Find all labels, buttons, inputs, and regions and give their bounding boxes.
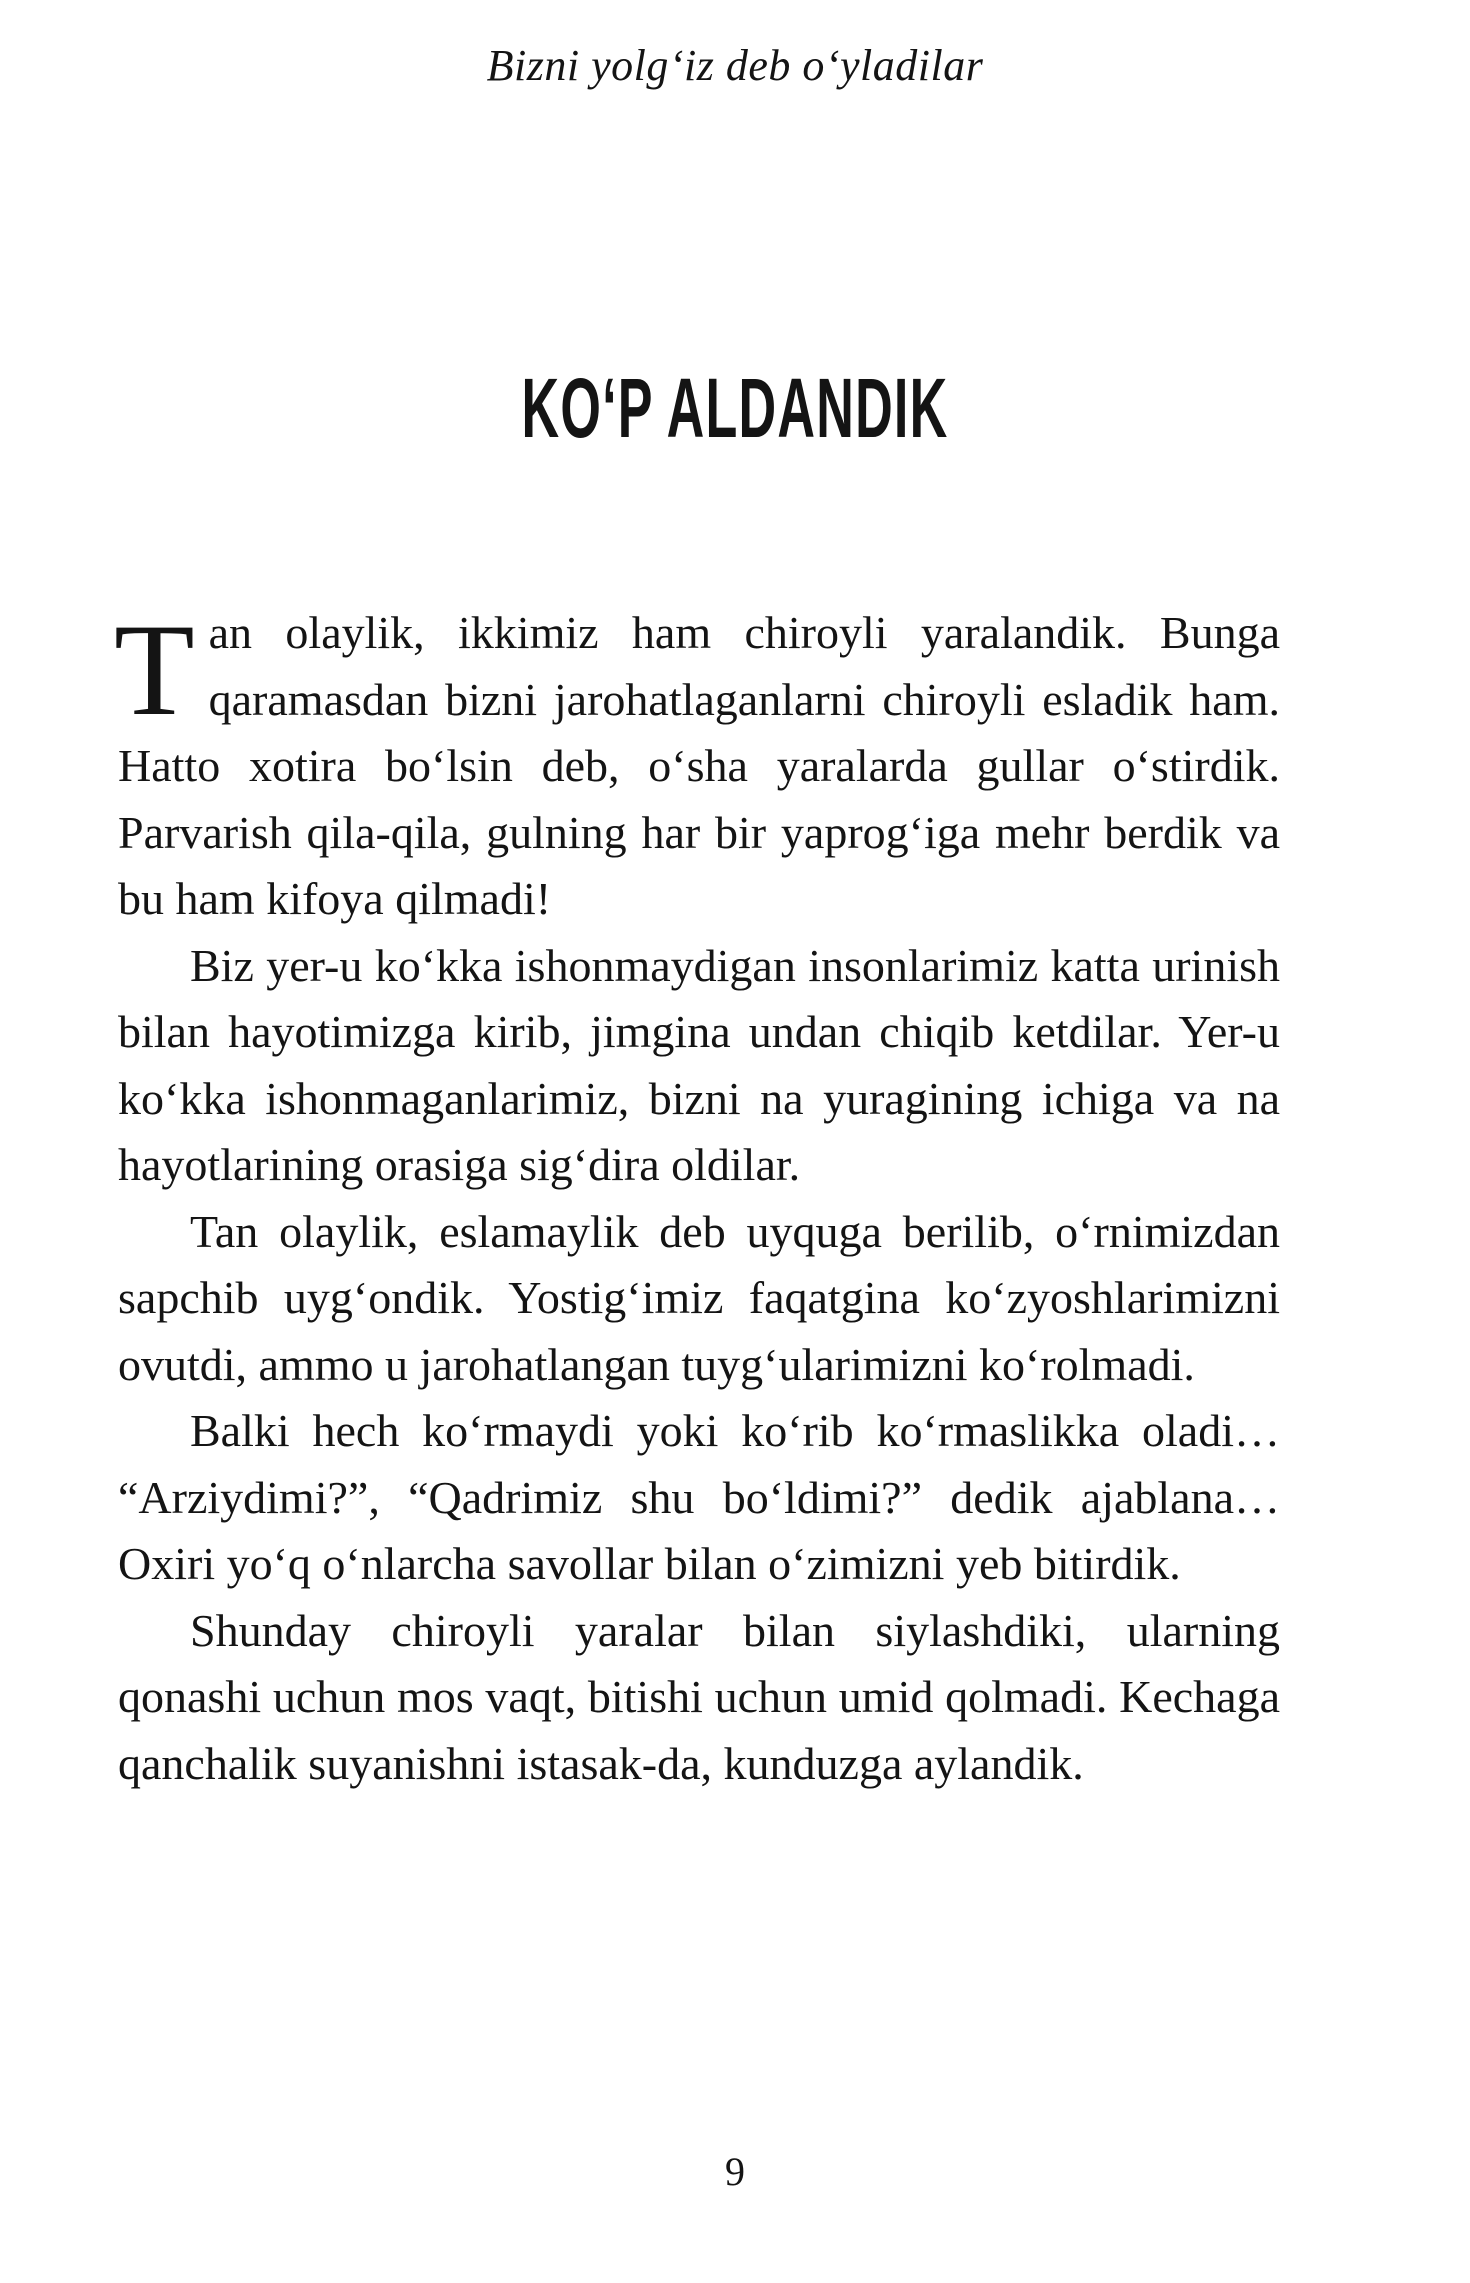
paragraph-4: Balki hech ko‘rmaydi yoki ko‘rib ko‘rmaslikka oladi… “Arziydimi?”, “Qadrimiz shu bo‘ldimi?” dedik ajablana… Oxiri yo‘q o‘nlarcha savollar bilan o‘zimizni yeb bitirdik.	[118, 1405, 1280, 1589]
drop-cap: T	[114, 596, 195, 743]
paragraph-3: Tan olaylik, eslamaylik deb uyquga berilib, o‘rnimizdan sapchib uyg‘ondik. Yostig‘imiz faqatgina ko‘zyoshlarimizni ovutdi, ammo u jarohatlangan tuyg‘ularimizni ko‘rolmadi.	[118, 1205, 1280, 1390]
running-head: Bizni yolg‘iz deb o‘yladilar	[486, 41, 984, 90]
body-text	[114, 596, 1280, 1797]
paragraph-2: Biz yer-u ko‘kka ishonmaydigan insonlarimiz katta urinish bilan hayotimizga kirib, jimgina undan chiqib ketdilar. Yer-u ko‘kka ishonmaganlarimiz, bizni na yuragining ichiga va na hayotlarining orasiga sig‘dira oldilar.	[118, 939, 1280, 1190]
paragraph-1	[114, 596, 1280, 933]
paragraph-5: Shunday chiroyli yaralar bilan siylashdiki, ularning qonashi uchun mos vaqt, bitishi uchun umid qolmadi. Kechaga qanchalik suyanishni istasak-da, kunduzga aylandik.	[118, 1604, 1280, 1789]
chapter-title: KO‘P ALDANDIK	[521, 361, 949, 455]
paragraph-1-text: an olaylik, ikkimiz ham chiroyli yaralandik. Bunga qaramasdan bizni jarohatlaganlarni chiroyli esladik ham. Hatto xotira bo‘lsin deb, o‘sha yaralarda gullar o‘stirdik. Parvarish qila-qila, gulning har bir yaprog‘iga mehr berdik va bu ham kifoya qilmadi!	[118, 607, 1280, 924]
page-number: 9	[725, 2149, 745, 2194]
